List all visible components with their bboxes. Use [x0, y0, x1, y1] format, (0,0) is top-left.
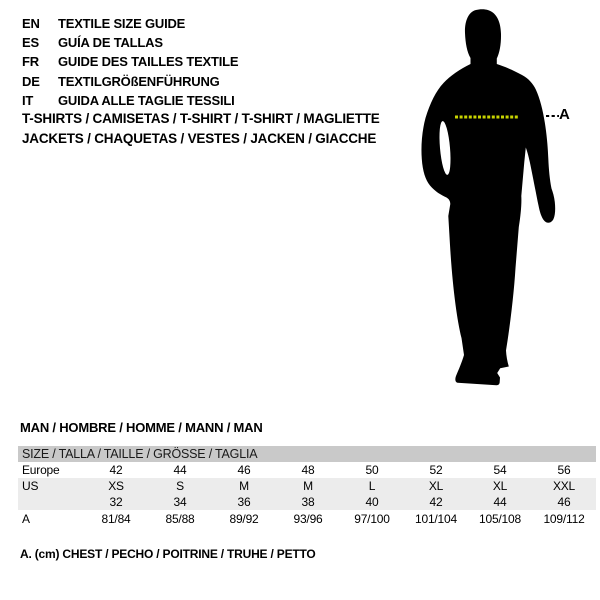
lang-title: GUIDE DES TAILLES TEXTILE [58, 54, 239, 70]
size-cell: 85/88 [165, 512, 195, 526]
language-guide-list [22, 14, 238, 110]
size-cell: XXL [552, 479, 576, 493]
table-row-europe [18, 462, 596, 478]
size-cell: 48 [301, 463, 315, 477]
lang-title: TEXTILE SIZE GUIDE [58, 16, 186, 32]
size-cell: 109/112 [543, 512, 585, 526]
size-cell: S [176, 479, 184, 493]
lang-row-de [22, 72, 238, 91]
table-row-numeric [18, 494, 596, 510]
measure-label-a: A [559, 106, 570, 123]
measurement-footnote: A. (cm) CHEST / PECHO / POITRINE / TRUHE / PETTO [20, 547, 316, 561]
size-cell: 56 [557, 463, 571, 477]
lang-row-it [22, 91, 238, 110]
table-row-chest-cm [18, 510, 596, 528]
table-row-us [18, 478, 596, 494]
lang-code: ES [22, 35, 39, 51]
size-cell: 34 [173, 495, 187, 509]
size-cell: 38 [301, 495, 315, 509]
size-cell: XS [108, 479, 124, 493]
size-cell: 93/96 [293, 512, 323, 526]
size-cell: 105/108 [479, 512, 521, 526]
size-cell: 42 [429, 495, 443, 509]
size-cell: 50 [365, 463, 379, 477]
man-silhouette-path [421, 9, 555, 385]
man-silhouette-svg [400, 0, 570, 400]
lang-code: FR [22, 54, 39, 70]
size-cell: XL [492, 479, 508, 493]
size-cell: 44 [173, 463, 187, 477]
size-cell: M [239, 479, 249, 493]
size-cell: 97/100 [354, 512, 390, 526]
size-cell: 101/104 [415, 512, 457, 526]
size-table-header: SIZE / TALLA / TAILLE / GRÖSSE / TAGLIA [18, 446, 596, 462]
row-label: Europe [22, 463, 60, 477]
row-label: A [22, 512, 30, 526]
row-label: US [22, 479, 39, 493]
size-cell: 36 [237, 495, 251, 509]
man-silhouette-figure [400, 0, 570, 400]
section-title-man: MAN / HOMBRE / HOMME / MANN / MAN [20, 420, 263, 435]
category-heading [22, 109, 380, 149]
size-cell: 32 [109, 495, 123, 509]
size-cell: M [303, 479, 313, 493]
lang-title: GUIDA ALLE TAGLIE TESSILI [58, 92, 235, 108]
category-line-tshirts: T-SHIRTS / CAMISETAS / T-SHIRT / T-SHIRT / MAGLIETTE [22, 111, 380, 126]
size-cell: 40 [365, 495, 379, 509]
size-cell: 54 [493, 463, 507, 477]
size-table [18, 446, 596, 528]
lang-code: IT [22, 92, 34, 108]
size-cell: 46 [557, 495, 571, 509]
size-cell: 42 [109, 463, 123, 477]
size-cell: XL [428, 479, 444, 493]
lang-row-fr [22, 52, 238, 71]
category-line-jackets: JACKETS / CHAQUETAS / VESTES / JACKEN / GIACCHE [22, 131, 377, 146]
lang-row-es [22, 33, 238, 52]
lang-code: EN [22, 16, 40, 32]
size-cell: 46 [237, 463, 251, 477]
size-cell: 52 [429, 463, 443, 477]
size-cell: 44 [493, 495, 507, 509]
size-cell: L [368, 479, 376, 493]
lang-title: TEXTILGRÖßENFÜHRUNG [58, 73, 220, 89]
lang-code: DE [22, 73, 40, 89]
lang-row-en [22, 14, 238, 33]
lang-title: GUÍA DE TALLAS [58, 35, 163, 51]
size-cell: 89/92 [229, 512, 259, 526]
size-cell: 81/84 [101, 512, 131, 526]
